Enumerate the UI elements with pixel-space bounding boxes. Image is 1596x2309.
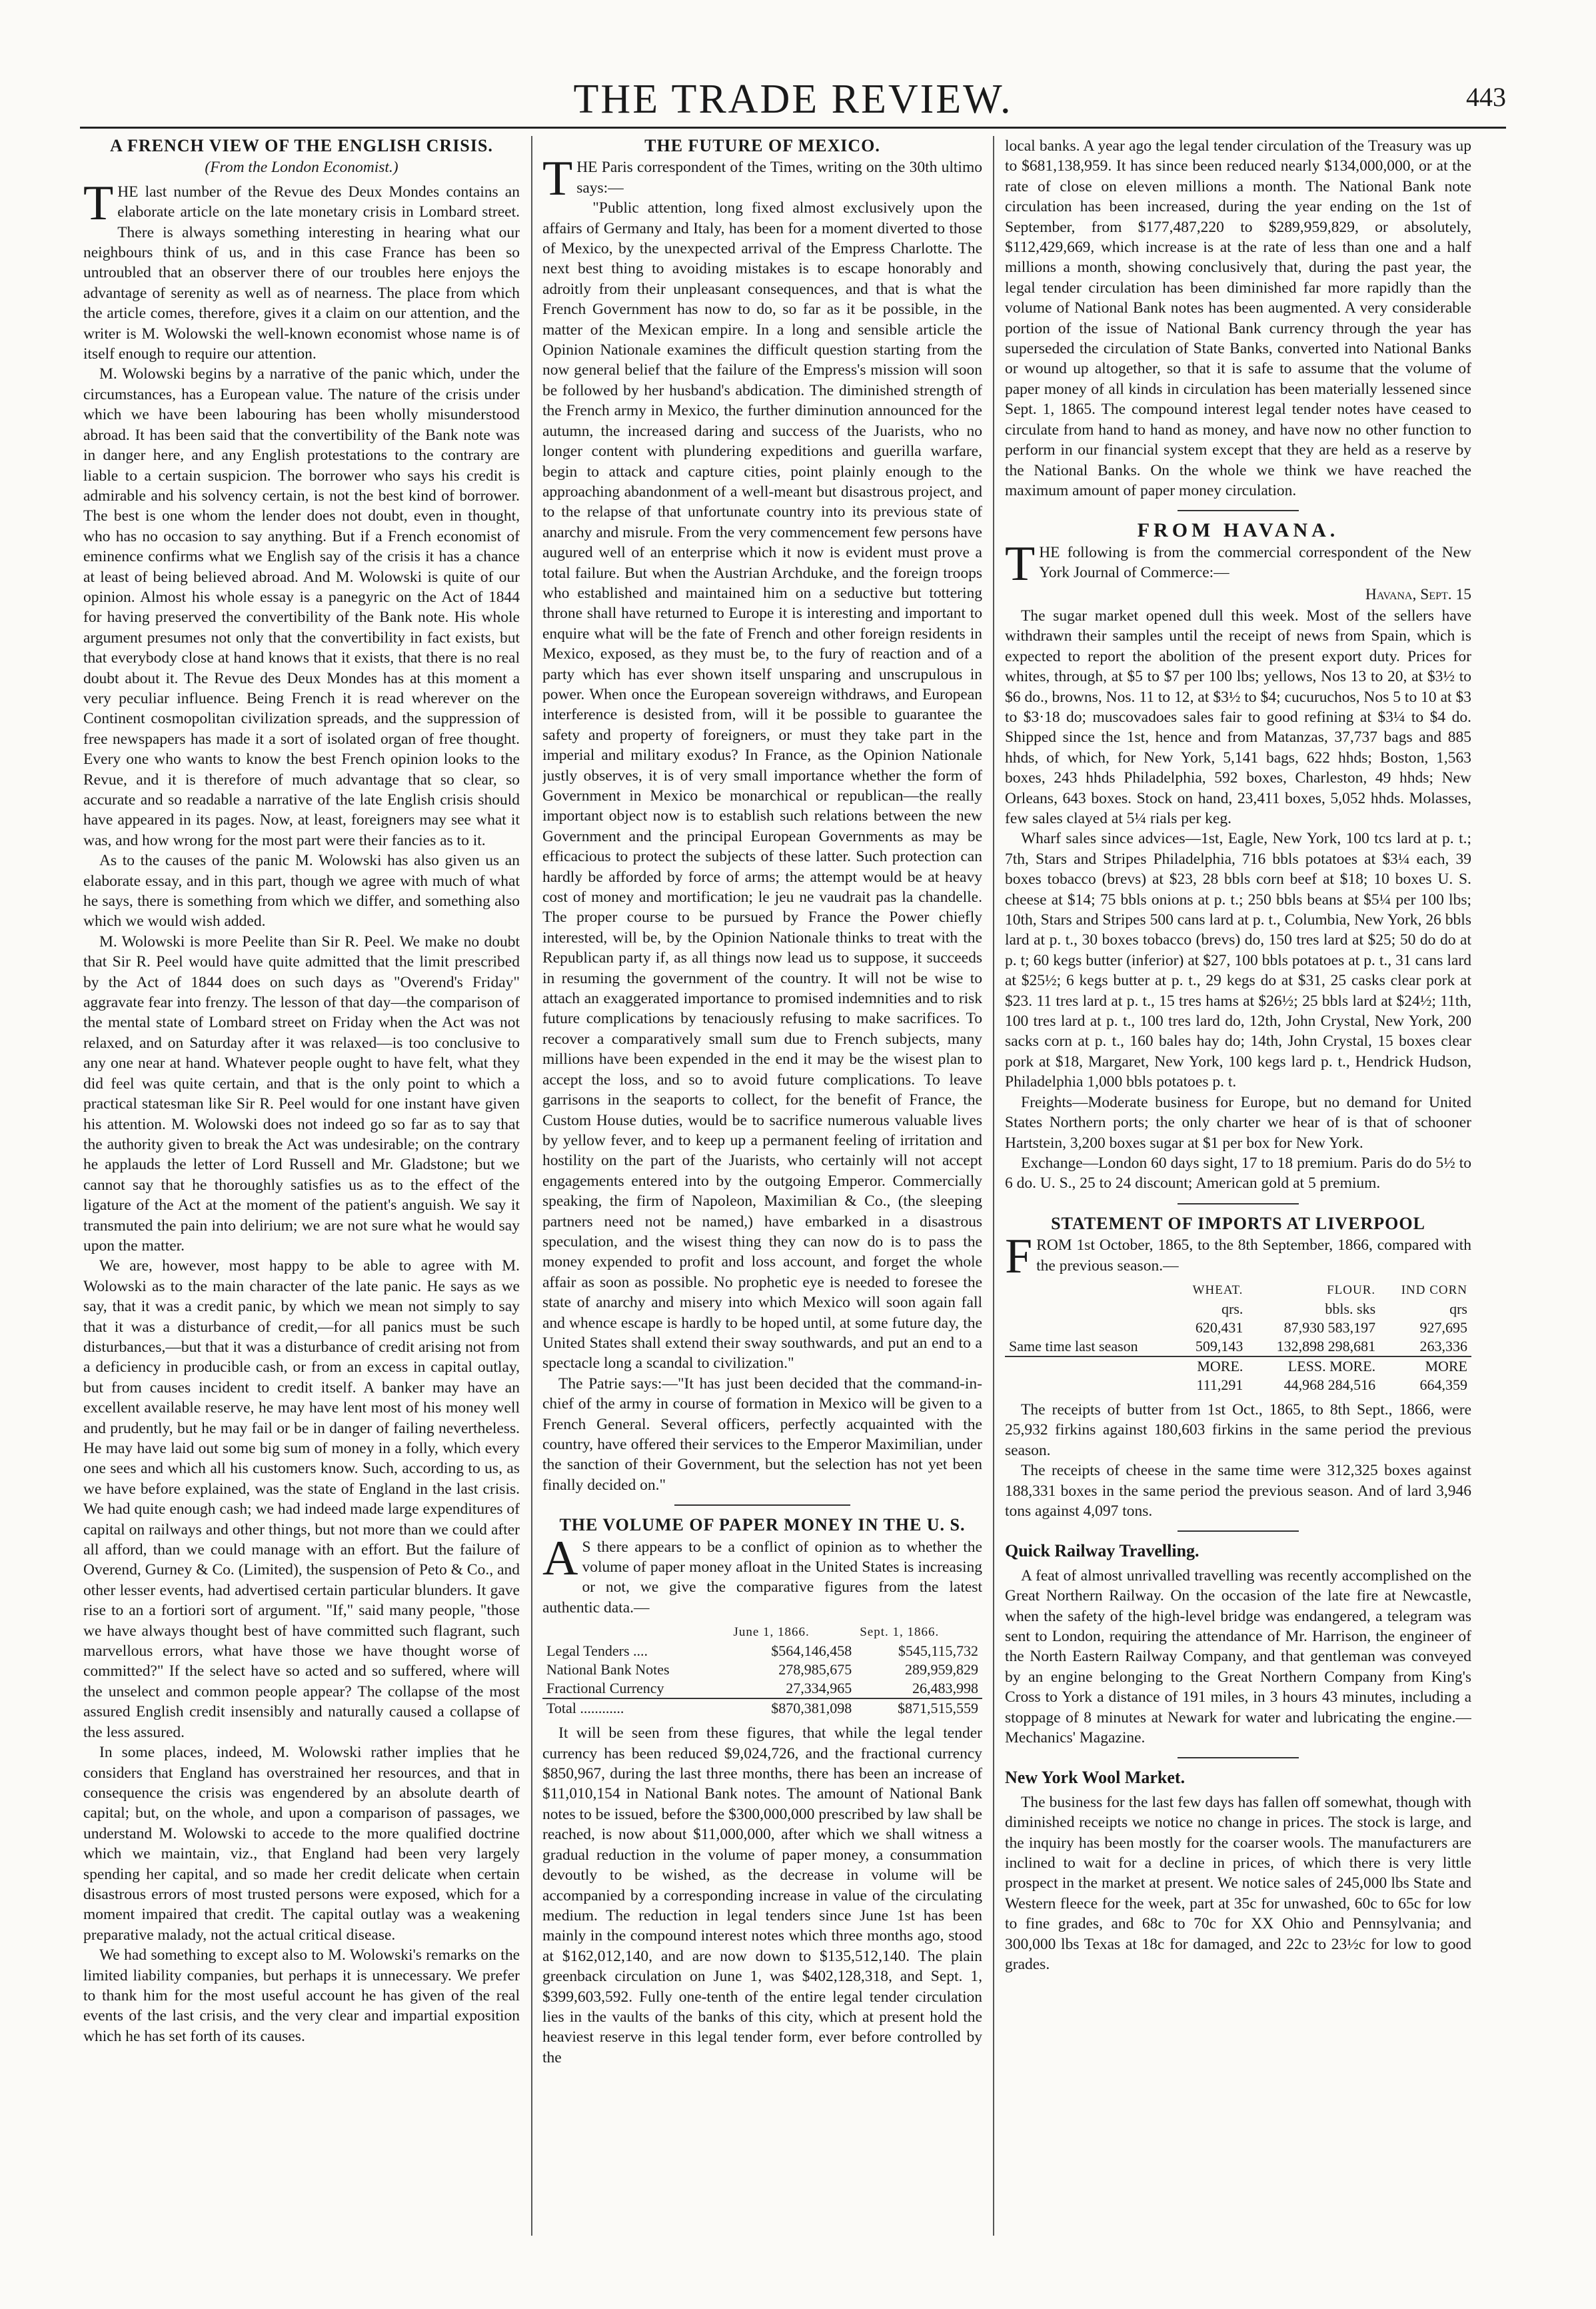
table-header: IND CORN (1401, 1282, 1467, 1297)
table-cell: $564,146,458 (771, 1642, 852, 1660)
table-cell: 44,968 284,516 (1283, 1376, 1376, 1393)
table-cell: LESS. MORE. (1247, 1356, 1379, 1376)
table-cell (1005, 1318, 1175, 1337)
table-cell: Fractional Currency (546, 1680, 664, 1697)
article-paragraph: Freights—Moderate business for Europe, but no demand for United States Northern ports; the only charter we hear of is that of schooner Hartstein, 3,200 boxes sugar at $1 per box for New York. (1005, 1093, 1471, 1152)
table-cell: 111,291 (1196, 1376, 1243, 1393)
drop-cap: T (83, 175, 114, 231)
table-header: FLOUR. (1327, 1282, 1376, 1297)
article-paragraph: FROM 1st October, 1865, to the 8th September, 1866, compared with the previous season.— (1005, 1229, 1471, 1284)
article-paragraph: It will be seen from these figures, that while the legal tender currency has been reduced $9,024,726, and the fractional currency $850,967, during the last three months, there has been an increase of $11,010,154 in National Bank notes. The amount of National Bank notes to be issued, before the $300,000,000 prescribed by law shall be reached, is now about $11,000,000, after which we shall witness a gradual reduction in the volume of paper money, a consummation devoutly to be wished, as the decrease in volume will be accompanied by a corresponding increase in value of the circulating medium. The reduction in legal tenders since June 1st has been mainly in the compound interest notes which three months ago, stood at $162,012,140, and are now down to $135,512,140. The plain greenback circulation on June 1, was $402,128,318, and Sept. 1, $399,603,592. Fully one-tenth of the entire legal tender circulation lies in the vaults of the banks of this city, which at present hold the heaviest reserve in this legal tender form, ever before controlled by the (542, 1724, 982, 2066)
article-paragraph: In some places, indeed, M. Wolowski rather implies that he considers that England has overstrained her resources, and that in consequence the crisis was engendered by an absolute dearth of capital; but, on the whole, and upon a comparison of passages, we understand M. Wolowski to accede to the more qualified doctrine which we maintain, viz., that England had been very largely spending her capital, and so made her credit delicate when certain disastrous errors of most trusted persons were exposed, which for a moment impaired that credit. The capital outlay was a weakening preparative malady, not the actual critical disease. (83, 1744, 520, 1944)
article-paragraph: As to the causes of the panic M. Wolowski has also given us an elaborate essay, and in this part, though we agree with much of what he says, there is something from which we differ, and something also which we would wish added. (83, 852, 520, 931)
liverpool-imports-table (1005, 1281, 1471, 1394)
section-rule (674, 1504, 850, 1506)
article-paragraph: The business for the last few days has fallen off somewhat, though with diminished receipts we notice no change in prices. The stock is large, and the inquiry has been mostly for the coarser wools. The manufacturers are inclined to wait for a decline in prices, of which there is very little prospect in the market at present. We notice sales of 245,000 lbs State and Western fleece for the week, part at 35c for unwashed, 60c to 65c for low to fine grades, and 68c to 70c for XX Ohio and Pennsylvania; and 300,000 lbs Texas at 18c for damaged, and 22c to 23½c for low to good grades. (1005, 1793, 1471, 1974)
table-cell: 278,985,675 (778, 1661, 852, 1678)
article-paragraph: The sugar market opened dull this week. Most of the sellers have withdrawn their samples until the receipt of news from Spain, which is expected to report the abolition of the present export duty. Prices for whites, through, at $5 to $7 per 100 lbs; yellows, Nos 13 to 20, at $3½ to $6 do., browns, Nos. 11 to 12, at $3½ to $4; cucuruchos, Nos 5 to 10 at $3 to $3·18 do; muscovadoes sales fair to good refining at $3¼ to $4 do. Shipped since the 1st, hence and from Matanzas, 37,737 bags and 885 hhds, of which, for New York, 5,141 bags, 622 hhds; Boston, 1,563 boxes, 243 hhds Philadelphia, 592 boxes, Charleston, 49 hhds; New Orleans, 643 boxes. Stock on hand, 23,411 boxes, 5,052 hhds. Molasses, few sales clayed at 5¼ rials per keg. (1005, 607, 1471, 827)
article-heading-paper-money: THE VOLUME OF PAPER MONEY IN THE U. S. (559, 1515, 966, 1535)
table-cell (1005, 1356, 1175, 1376)
table-header: Sept. 1, 1866. (860, 1625, 940, 1640)
table-cell: MORE. (1175, 1356, 1247, 1376)
column-divider-1 (531, 136, 532, 2236)
table-row (542, 1679, 982, 1698)
article-heading-havana: FROM HAVANA. (1137, 519, 1339, 542)
table-cell: 664,359 (1419, 1376, 1467, 1393)
article-paragraph: THE Paris correspondent of the Times, writing on the 30th ultimo says:— (542, 151, 982, 207)
table-cell: qrs (1449, 1300, 1467, 1317)
table-row (1005, 1318, 1471, 1337)
table-cell: Total ............ (542, 1698, 729, 1718)
article-paragraph-continued: local banks. A year ago the legal tender circulation of the Treasury was up to $681,138,959. It has since been reduced nearly $134,000,000, or at the rate of close on eleven millions a month. The National Bank note circulation has been increased, during the year ending on the 1st of September, from $177,487,220 to $289,959,829, or absolutely, $112,429,669, which increase is at the rate of less than one and a half millions a month, showing conclusively that, during the past year, the legal tender circulation has been diminished far more rapidly than the volume of National Bank notes has been augmented. A very considerable portion of the issue of National Bank currency through the year has superseded the circulation of State Banks, converted into National Banks or wound up altogether, so that it is safe to assume that the volume of paper money of all kinds in circulation has been materially lessened since Sept. 1, 1865. The compound interest legal tender notes have ceased to circulate from hand to hand as money, and have now no other function to perform in our financial system except that they are held as a reserve by the National Banks. On the whole we think we have reached the maximum amount of paper money circulation. (1005, 137, 1471, 499)
article-paragraph: The Patrie says:—"It has just been decided that the command-in-chief of the army in course of formation in Mexico will be given to a French General. Several officers, perfectly acquainted with the country, have offered their services to the Emperor Maximilian, under the sanction of their Government, but the selection has not yet been finally decided on." (542, 1374, 982, 1494)
table-cell: 26,483,998 (912, 1680, 978, 1697)
table-cell: National Bank Notes (546, 1661, 670, 1678)
article-paragraph: The receipts of cheese in the same time were 312,325 boxes against 188,331 boxes in the same period the previous season. And of lard 3,946 tons against 4,097 tons. (1005, 1462, 1471, 1520)
table-cell: $871,515,559 (856, 1698, 982, 1718)
table-header (542, 1623, 729, 1642)
table-row (542, 1660, 982, 1679)
table-cell: bbls. sks (1325, 1300, 1376, 1317)
table-cell: 927,695 (1419, 1318, 1467, 1336)
table-cell: 27,334,965 (786, 1680, 852, 1697)
page-number: 443 (1466, 82, 1506, 112)
table-row (542, 1642, 982, 1660)
article-heading-railway: Quick Railway Travelling. (1005, 1541, 1199, 1561)
drop-cap: T (1005, 536, 1036, 591)
article-paragraph: THE following is from the commercial correspondent of the New York Journal of Commerce:— (1005, 536, 1471, 591)
column-divider-2 (993, 136, 994, 2236)
drop-cap: T (542, 151, 573, 207)
article-paragraph: We are, however, most happy to be able to agree with M. Wolowski as to the main character of the late panic. He says as we say, that it was a credit panic, by which we mean not simply to say that it was a disturbance of credit,—for all panics must be such disturbances,—but that it was a disturbance of credit arising not from a deficiency in producible cash, or from an excess in capital outlay, but from causes incident to credit itself. A banker may have an excellent available reserve, he may have lent most of his money well and prudently, but he may fail or be in danger of failing nevertheless. He may have laid out some big sum of money in a folly, which every one sees and which all his customers know. Such, according to us, as we have before explained, was the state of England in the last crisis. We had quite enough cash; we had indeed made large expenditures of capital on railways and other things, but not more than we could after all afford, than we could manage with an effort. But the failure of Overend, Gurney & Co. (Limited), the suspension of Peto & Co., and other lesser events, had advertised certain particular blunders. It gave rise to an a fortiori sort of argument. "If," said many people, "those we have always thought best of have committed such flagrant, such marvellous errors, what have those we have thought worse of committed?" If the select have so acted and so suffered, where will the unselect and common people appear? The collapse of the most assured English credit insensibly and naturally caused a collapse of the less assured. (83, 1257, 520, 1741)
table-row (1005, 1337, 1471, 1356)
article-source: (From the London Economist.) (205, 159, 399, 177)
table-cell: $545,115,732 (898, 1642, 978, 1660)
table-units-row (1005, 1300, 1471, 1318)
table-header: June 1, 1866. (733, 1625, 810, 1640)
section-rule (1178, 510, 1299, 511)
article-paragraph: M. Wolowski begins by a narrative of the panic which, under the circumstances, has a European value. The nature of the crisis under which we have been labouring has been wholly misunderstood abroad. It has been said that the convertibility of the Bank note was in danger here, and any English protestations to the contrary are liable to a certain suspicion. The borrower who says his credit is admirable and his solvency certain, is not the best kind of borrower. The best is one whom the lender does not doubt, even in thought, who has no occasion to say anything. But if a French economist of eminence confirms what we English say of the crisis it has a chance at least of being believed abroad. And M. Wolowski is quite of our opinion. Almost his whole essay is a panegyric on the Act of 1844 for having preserved the convertibility of the Bank note. His whole argument presumes not only that the convertibility in fact exists, but that everybody close at hand knows that it exists, that there is no real doubt about it. The Revue des Deux Mondes has at this moment a very peculiar influence. Being French it is read wherever on the Continent cosmopolitan civilization spreads, and the suppression of free newspapers has made it a sort of isolated organ of free thought. Every one who wants to know the best French opinion looks to the Revue, and it is therefore of much advantage that so clear, so accurate and so readable a narrative of the late English crisis should have appeared in its pages. Now, at least, foreigners may see what it was, and how wrong for the most part were their fancies as to it. (83, 365, 520, 849)
masthead (80, 69, 1506, 129)
table-cell: Legal Tenders .... (546, 1642, 648, 1660)
table-header-row (542, 1623, 982, 1642)
table-cell: 263,336 (1419, 1337, 1467, 1354)
table-cell: 132,898 298,681 (1276, 1337, 1376, 1354)
table-header-row (1005, 1281, 1471, 1300)
table-cell (1005, 1376, 1175, 1394)
column-1 (83, 136, 520, 2242)
article-paragraph: Exchange—London 60 days sight, 17 to 18 premium. Paris do do 5½ to 6 do. U. S., 25 to 24 discount; American gold at 5 premium. (1005, 1154, 1471, 1192)
article-paragraph: THE last number of the Revue des Deux Mondes contains an elaborate article on the late monetary crisis in Lombard street. There is always something interesting in hearing what our neighbours think of us, and in this case France has been so untroubled that an observer there of our troubles here enjoys the advantage of serenity as well as of nearness. The place from which the article comes, therefore, gives it a claim on our attention, and the writer is M. Wolowski the well-known economist whose name is of itself enough to require our attention. (83, 175, 520, 363)
table-cell: 87,930 583,197 (1283, 1318, 1376, 1336)
section-rule (1178, 1203, 1299, 1204)
article-paragraph: We had something to except also to M. Wolowski's remarks on the limited liability companies, but perhaps it is unnecessary. We prefer to thank him for the most useful account he has given of the real events of the last crisis, and the very clear and impartial exposition which he has set forth of its causes. (83, 1946, 520, 2045)
article-heading-wool-market: New York Wool Market. (1005, 1768, 1186, 1788)
article-paragraph: A feat of almost unrivalled travelling was recently accomplished on the Great Northern Railway. On the occasion of the late fire at Newcastle, when the safety of the high-level bridge was endangered, a telegram was sent to London, requiring the attendance of Mr. Harrison, the engineer of the North Eastern Railway Company, and that gentleman was conveyed by an engine belonging to the Great Northern Company from King's Cross to York a distance of 191 miles, in 3 hours 43 minutes, including a stoppage of 8 minutes at Newark for water and lubricating the engine.—Mechanics' Magazine. (1005, 1566, 1471, 1747)
drop-cap: A (542, 1530, 578, 1586)
table-cell: qrs. (1221, 1300, 1243, 1317)
table-diff-row (1005, 1376, 1471, 1394)
section-rule (1178, 1530, 1299, 1532)
section-rule (1178, 1757, 1299, 1758)
table-header (1005, 1281, 1175, 1300)
table-cell: 509,143 (1195, 1337, 1243, 1354)
table-cell (1005, 1300, 1175, 1318)
article-paragraph: M. Wolowski is more Peelite than Sir R. Peel. We make no doubt that Sir R. Peel would have quite admitted that the limit prescribed by the Act of 1844 does on such days as "Overend's Friday" aggravate fear into frenzy. The lesson of that day—the comparison of the mental state of Lombard street on Friday when the Act was not relaxed, and on Saturday after it was relaxed—is too conclusive to any one near at hand. Whatever people ought to have felt, what they did feel was quite certain, and that is the only point to which a practical statesman like Sir R. Peel would for one instant have given his attention. M. Wolowski does not indeed go so far as to say that the authority given to break the Act was undesirable; on the contrary he applauds the letter of Lord Russell and Mr. Gladstone; but we cannot say that he thoroughly satisfies us as to the effect of the ligature of the Act at the moment of the patient's anguish. We say it transmuted the pain into delirium; we are not sure what he would say upon the matter. (83, 933, 520, 1254)
article-heading-french-crisis: A FRENCH VIEW OF THE ENGLISH CRISIS. (110, 136, 493, 155)
dateline: Havana, Sept. 15 (1365, 585, 1471, 603)
table-cell: MORE (1379, 1356, 1471, 1376)
column-2 (542, 136, 982, 2242)
paper-money-table (542, 1623, 982, 1718)
table-diff-label-row (1005, 1356, 1471, 1376)
article-paragraph: "Public attention, long fixed almost exclusively upon the affairs of Germany and Italy, has been for a moment diverted to those of Mexico, by the unexpected arrival of the Empress Charlotte. The next best thing to avoiding mistakes is to escape honorably and adroitly from their unpleasant consequences, and that is what the French Government has now to do, so far as it be possible, in the matter of the Mexican empire. In a long and sensible article the Opinion Nationale examines the difficult question starting from the now general belief that the failure of the Empress's mission will soon be followed by her husband's abdication. The diminished strength of the French army in Mexico, the further diminution announced for the autumn, the increased daring and success of the Juarists, who no longer content with plundering expeditions and guerilla warfare, begin to attack and capture cities, point plainly enough to the approaching abandonment of a well-meant but disastrous project, and to the relapse of that unfortunate country into its previous state of anarchy and misrule. From the very commencement few persons have augured well of an enterprise which it now is evident must prove a total failure. But when the Austrian Archduke, and the foreign troops who established and maintained him on a seductive but tottering throne shall have returned to Europe it is interesting and important to enquire what will be the fate of French and other foreign residents in Mexico, exposed, as they must be, to the fury of reaction and of a party which has ever shown itself unsparing and unscrupulous in power. When once the European sovereign withdraws, and European interference is desisted from, will it be possible to guarantee the safety and property of foreigners, or must they take part in the imperial and military exodus? In France, as the Opinion Nationale justly observes, it is of very small importance whether the form of Government in Mexico be monarchical or republican—the really important object now is to establish such relations between the new Government and the principal European Governments as may be efficacious to protect the subjects of these latter. Such protection can hardly be afforded by force of arms; the attempt would be at heavy cost of money and mortification; le jeu ne vaudrait pas la chandelle. The proper course to be pursued by France the Power chiefly interested, will be, by the Opinion Nationale thinks to treat with the Republican party if, as all things now lead us to suppose, it succeeds in resuming the government of the country. It will not be wise to attach an exaggerated importance to promised indemnities and to risk future complications by tenaciously refusing to make sacrifices. To recover a comparatively small sum due to French subjects, many millions have been expended in the end it may be the wisest plan to accept the loss, and so to avoid future complications. To leave garrisons in the seaports to collect, for the benefit of France, the Custom House duties, would be to sacrifice numerous valuable lives by yellow fever, and to keep up a permanent feeling of irritation and hostility on the part of the Juarists, who certainly will not accept engagements entered into by the outgoing Emperor. Commercially speaking, the firm of Napoleon, Maximilian & Co., (the sleeping partners need not be named,) have embarked in a disastrous speculation, and the wisest thing they can now do is to pass the money expended to profit and loss account, and forget the whole affair as soon as possible. No prophetic eye is needed to foresee the state of anarchy and misery into which Mexico will soon again fall and whence escape is hardly to be hoped until, at some future day, the United States shall extend their sway southwards, and put an end to a spectacle long a scandal to civilization." (542, 199, 982, 1372)
article-paragraph: The receipts of butter from 1st Oct., 1865, to 8th Sept., 1866, were 25,932 firkins against 180,603 firkins in the same period the previous season. (1005, 1400, 1471, 1459)
table-cell: Same time last season (1009, 1337, 1138, 1354)
article-paragraph: A S there appears to be a conflict of opinion as to whether the volume of paper money afloat in the United States is increasing or not, we give the comparative figures from the latest authentic data.— (542, 1530, 982, 1616)
article-heading-liverpool: STATEMENT OF IMPORTS AT LIVERPOOL (1051, 1213, 1425, 1233)
masthead-rule (80, 127, 1506, 129)
table-cell: $870,381,098 (729, 1698, 856, 1718)
column-3 (1005, 136, 1471, 2242)
article-paragraph: Wharf sales since advices—1st, Eagle, New York, 100 tcs lard at p. t.; 7th, Stars and Stripes Philadelphia, 716 bbls potatoes at $3¼ each, 39 boxes tobacco (brevs) at $23, 28 bbls corn beef at $18; 10 boxes U. S. cheese at $14; 75 bbls onions at p. t.; 250 bbls beans at $5¼ per 100 lbs; 10th, Stars and Stripes 500 cans lard at p. t., Columbia, New York, 26 bbls lard at p. t., 30 boxes tobacco (brevs) do, 150 tres lard at $25; 50 do do at p. t; 60 kegs butter (inferior) at $27, 100 bbls potatoes at p. t., 31 cans lard at $25½; 6 kegs butter at p. t., 29 kegs do at $31, 25 casks clear pork at $23. 11 tres lard at p. t., 15 tres hams at $26½; 25 bbls lard at $24½; 11th, 100 tres lard at p. t., 100 tres lard do, 12th, John Crystal, New York, 200 sacks corn at p. t., 160 bales hay do; 14th, John Crystal, 15 boxes clear pork at $18, Margaret, New York, 100 kegs lard p. t., Hendrick Hudson, Philadelphia 1,000 bbls potatoes p. t. (1005, 830, 1471, 1091)
table-header: WHEAT. (1192, 1282, 1243, 1297)
article-heading-mexico: THE FUTURE OF MEXICO. (644, 136, 880, 155)
drop-cap: F (1005, 1229, 1033, 1284)
table-total-row (542, 1698, 982, 1718)
newspaper-title: THE TRADE REVIEW. (573, 77, 1013, 122)
table-cell: 620,431 (1195, 1318, 1243, 1336)
table-cell: 289,959,829 (905, 1661, 978, 1678)
